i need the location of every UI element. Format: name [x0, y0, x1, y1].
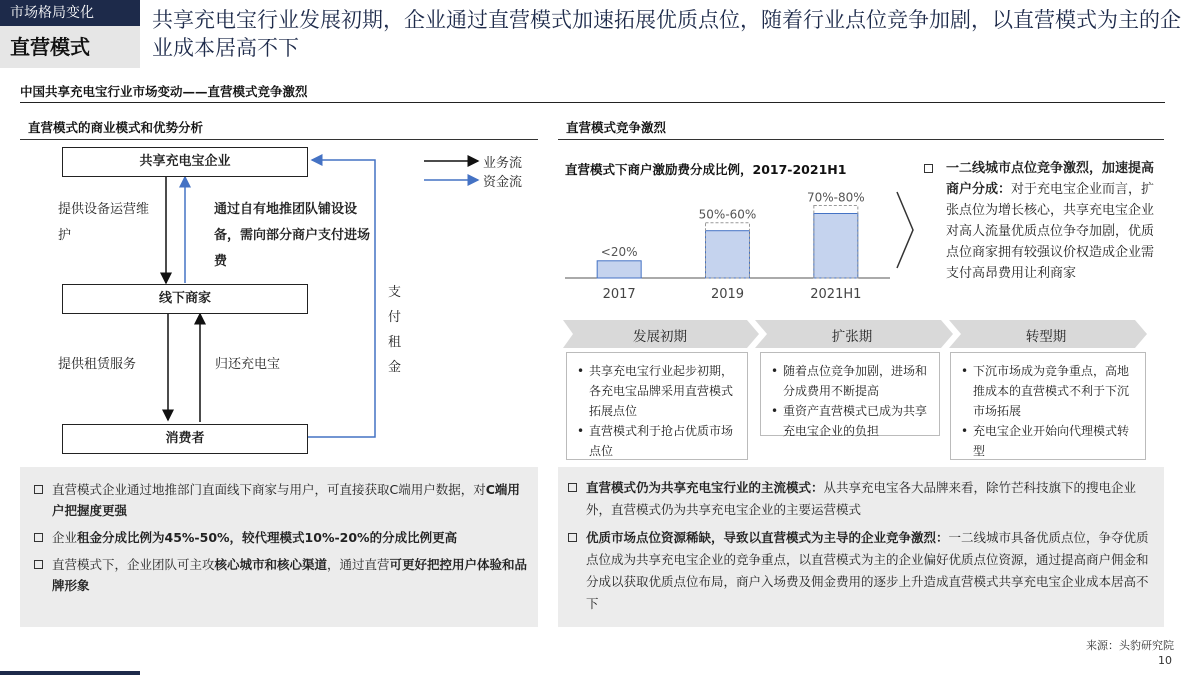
left-bullet-1: 直营模式企业通过地推部门直面线下商家与用户，可直接获取C端用户数据，对C端用户把握度更强: [30, 479, 528, 521]
chevron-right-icon: [895, 190, 917, 270]
footer-bar: [0, 671, 140, 675]
bar-chart: [560, 180, 895, 310]
page-number: 10: [1158, 654, 1172, 667]
label-equipment: 提供设备运营维护: [58, 202, 150, 243]
box-consumer: 消费者: [62, 424, 308, 454]
tick-label-2017: 2017: [602, 287, 636, 302]
checkbox-icon: [568, 533, 577, 542]
checkbox-icon: [924, 164, 933, 173]
box-company: 共享充电宝企业: [62, 147, 308, 177]
right-bullet-1: 直营模式仍为共享充电宝行业的主流模式：从共享充电宝各大品牌来看，除竹芒科技旗下的搜电企业外，直营模式仍为共享充电宝企业的主要运营模式: [564, 477, 1152, 521]
tick-label-2019: 2019: [710, 287, 745, 302]
label-pay: 支付租金: [388, 285, 402, 375]
label-push: 通过自有地推团队铺设设备，需向部分商户支付进场费: [214, 202, 371, 269]
legend-business: 业务流: [483, 156, 523, 171]
bar-2017: [597, 261, 641, 278]
phase-1-item: • 共享充电宝行业起步初期，各充电宝品牌采用直营模式拓展点位: [575, 361, 741, 421]
chart-title: 直营模式下商户激励费分成比例，2017-2021H1: [565, 162, 847, 177]
checkbox-icon: [34, 533, 43, 542]
phase-3-item: • 下沉市场成为竞争重点，高地推成本的直营模式不利于下沉市场拓展: [959, 361, 1139, 421]
slide-subtitle: 中国共享充电宝行业市场变动——直营模式竞争激烈: [20, 84, 308, 99]
right-bullet-2: 优质市场点位资源稀缺，导致以直营模式为主导的企业竞争激烈：一二线城市具备优质点位，争夺优质点位成为共享充电宝企业的竞争重点，以直营模式为主的企业偏好优质点位资源，通过提高商户佣金和分成以获取优质点位布局，商户入场费及佣金费用的逐步上升造成直营模式共享充电宝企业成本居高不下: [564, 527, 1152, 615]
label-rent: 提供租赁服务: [58, 357, 137, 372]
left-bullet-3: 直营模式下，企业团队可主攻核心城市和核心渠道，通过直营可更好把控用户体验和品牌形象: [30, 554, 528, 596]
phase-2-item: • 随着点位竞争加剧，进场和分成费用不断提高: [769, 361, 933, 401]
right-section-divider: [558, 139, 1164, 140]
phase-2-box: [760, 352, 940, 436]
right-note-body: 对于充电宝企业而言，扩张点位为增长核心，共享充电宝企业对高人流量优质点位争夺加剧，优质点位商家拥有较强议价权造成企业需支付高昂费用让利商家: [946, 182, 1155, 281]
left-bullet-panel: [20, 467, 538, 627]
phase-3-item: • 充电宝企业开始向代理模式转型: [959, 421, 1139, 461]
checkbox-icon: [34, 560, 43, 569]
subtitle-divider: [20, 102, 1165, 103]
right-note-lead: 一二线城市点位竞争激烈，加速提高商户分成：: [946, 161, 1155, 197]
phase-3-box: [950, 352, 1146, 460]
page-title: 共享充电宝行业发展初期，企业通过直营模式加速拓展优质点位，随着行业点位竞争加剧，以直营模式为主的企业成本居高不下: [152, 8, 1181, 60]
phase-2-item: • 重资产直营模式已成为共享充电宝企业的负担: [769, 401, 933, 441]
phase-1-label: 发展初期: [633, 329, 687, 345]
data-label-2017: <20%: [600, 244, 638, 259]
right-bullet-panel: [558, 467, 1164, 627]
data-label-2019: 50%-60%: [698, 207, 757, 222]
checkbox-icon: [568, 483, 577, 492]
left-section-title: 直营模式的商业模式和优势分析: [28, 120, 204, 135]
phase-2-label: 扩张期: [831, 329, 873, 345]
box-merchant: 线下商家: [62, 284, 308, 314]
data-label-2021H1: 70%-80%: [806, 190, 865, 205]
bar-2021H1: [814, 214, 858, 279]
page-tag: 直营模式: [0, 26, 140, 68]
tick-label-2021H1: 2021H1: [810, 287, 862, 302]
legend-funds: 资金流: [483, 175, 523, 190]
label-return: 归还充电宝: [215, 357, 281, 372]
section-tag: 市场格局变化: [0, 0, 140, 26]
phase-1-box: [566, 352, 748, 460]
source-note: 来源：头豹研究院: [1086, 639, 1174, 652]
left-bullet-2: 企业租金分成比例为45%-50%，较代理模式10%-20%的分成比例更高: [30, 527, 528, 548]
phase-3-label: 转型期: [1025, 329, 1067, 345]
bar-2019: [706, 231, 750, 278]
right-note: [922, 158, 1162, 284]
checkbox-icon: [34, 485, 43, 494]
right-section-title: 直营模式竞争激烈: [566, 120, 667, 135]
phase-1-item: • 直营模式利于抢占优质市场点位: [575, 421, 741, 461]
